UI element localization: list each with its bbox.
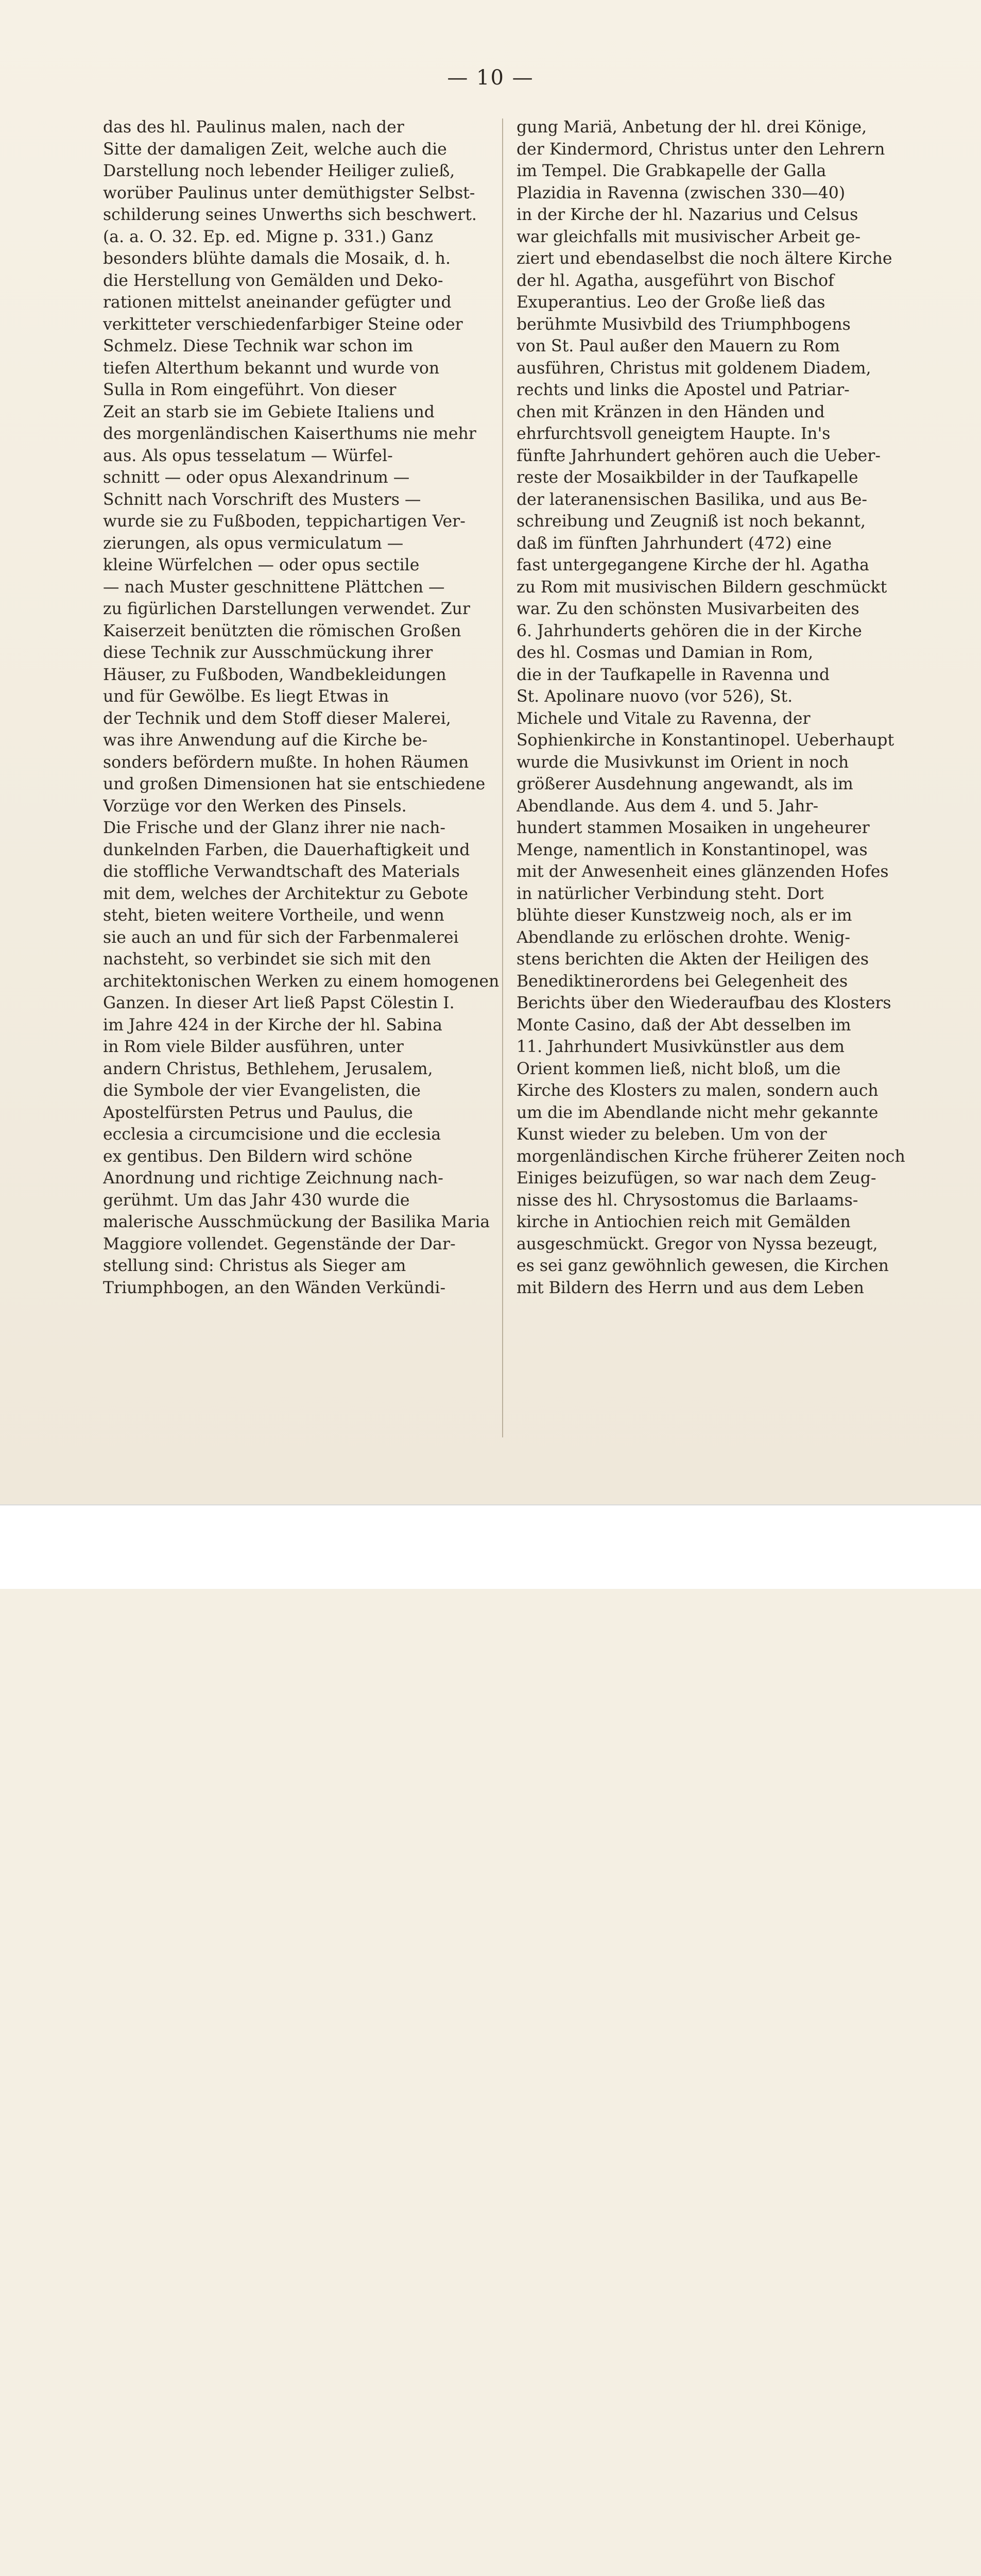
- text-line: Michele und Vitale zu Ravenna, der: [517, 709, 811, 728]
- text-line: wurde sie zu Fußboden, teppichartigen Ver-: [103, 512, 466, 531]
- text-line: es sei ganz gewöhnlich gewesen, die Kirchen: [517, 1257, 889, 1275]
- text-line: sie auch an und für sich der Farbenmalerei: [103, 928, 459, 947]
- text-line: 6. Jahrhunderts gehören die in der Kirche: [517, 621, 862, 640]
- text-line: St. Apolinare nuovo (vor 526), St.: [517, 687, 793, 706]
- text-line: der Technik und dem Stoff dieser Malerei,: [103, 709, 451, 728]
- text-line: Schmelz. Diese Technik war schon im: [103, 337, 414, 355]
- text-line: ehrfurchtsvoll geneigtem Haupte. In's: [517, 425, 831, 443]
- text-line: schilderung seines Unwerths sich beschwert.: [103, 206, 477, 224]
- text-line: ausgeschmückt. Gregor von Nyssa bezeugt,: [517, 1234, 878, 1253]
- text-line: verkitteter verschiedenfarbiger Steine oder: [103, 315, 463, 334]
- text-line: Kirche des Klosters zu malen, sondern auch: [517, 1081, 879, 1100]
- text-line: Abendlande. Aus dem 4. und 5. Jahr-: [517, 796, 819, 816]
- text-line: Kunst wieder zu beleben. Um von der: [517, 1125, 827, 1144]
- text-line: tiefen Alterthum bekannt und wurde von: [103, 359, 440, 378]
- text-line: der lateranensischen Basilika, und aus Be-: [517, 490, 868, 509]
- text-line: größerer Ausdehnung angewandt, als im: [517, 775, 853, 793]
- text-line: der Kindermord, Christus unter den Lehrern: [517, 140, 885, 159]
- text-line: Die Frische und der Glanz ihrer nie nach-: [103, 819, 446, 837]
- text-line: Benediktinerordens bei Gelegenheit des: [517, 972, 848, 991]
- column-divider: [502, 118, 503, 1437]
- text-line: des morgenländischen Kaiserthums nie mehr: [103, 425, 476, 443]
- text-line: zierungen, als opus vermiculatum —: [103, 534, 404, 553]
- text-line: das des hl. Paulinus malen, nach der: [103, 118, 404, 137]
- text-line: kleine Würfelchen — oder opus sectile: [103, 556, 420, 574]
- text-line: reste der Mosaikbilder in der Taufkapelle: [517, 468, 858, 487]
- text-line: chen mit Kränzen in den Händen und: [517, 402, 825, 421]
- text-line: schnitt — oder opus Alexandrinum —: [103, 468, 410, 487]
- text-line: zu Rom mit musivischen Bildern geschmückt: [517, 578, 887, 597]
- text-line: andern Christus, Bethlehem, Jerusalem,: [103, 1059, 433, 1078]
- text-line: war gleichfalls mit musivischer Arbeit ge-: [517, 227, 860, 246]
- text-line: die stoffliche Verwandtschaft des Materials: [103, 862, 460, 881]
- text-line: besonders blühte damals die Mosaik, d. h.: [103, 249, 451, 268]
- text-line: (a. a. O. 32. Ep. ed. Migne p. 331.) Ganz: [103, 227, 433, 246]
- text-line: der hl. Agatha, ausgeführt von Bischof: [517, 271, 834, 290]
- text-line: Vorzüge vor den Werken des Pinsels.: [103, 796, 407, 816]
- text-line: dunkelnden Farben, die Dauerhaftigkeit und: [103, 840, 470, 859]
- text-column-left: [103, 116, 500, 1299]
- text-line: morgenländischen Kirche früherer Zeiten noch: [517, 1147, 905, 1166]
- text-line: sonders befördern mußte. In hohen Räumen: [103, 753, 469, 772]
- text-line: im Jahre 424 in der Kirche der hl. Sabina: [103, 1015, 442, 1035]
- text-line: architektonischen Werken zu einem homogenen: [103, 972, 500, 991]
- text-line: malerische Ausschmückung der Basilika Maria: [103, 1213, 490, 1231]
- text-line: Exuperantius. Leo der Große ließ das: [517, 293, 825, 312]
- text-line: rationen mittelst aneinander gefügter und: [103, 293, 452, 312]
- text-line: die Symbole der vier Evangelisten, die: [103, 1081, 421, 1100]
- text-line: fast untergegangene Kirche der hl. Agatha: [517, 556, 869, 574]
- text-line: zu figürlichen Darstellungen verwendet. Zur: [103, 600, 470, 618]
- text-line: Sitte der damaligen Zeit, welche auch die: [103, 140, 447, 159]
- text-line: Apostelfürsten Petrus und Paulus, die: [103, 1103, 413, 1122]
- text-line: in natürlicher Verbindung steht. Dort: [517, 884, 824, 903]
- text-line: des hl. Cosmas und Damian in Rom,: [517, 643, 814, 662]
- text-line: Maggiore vollendet. Gegenstände der Dar-: [103, 1234, 456, 1253]
- text-line: Plazidia in Ravenna (zwischen 330—40): [517, 183, 846, 202]
- text-line: schreibung und Zeugniß ist noch bekannt,: [517, 512, 866, 531]
- text-line: daß im fünften Jahrhundert (472) eine: [517, 534, 832, 553]
- text-column-right: [517, 116, 913, 1299]
- text-line: mit dem, welches der Architektur zu Gebote: [103, 884, 468, 903]
- text-line: Abendlande zu erlöschen drohte. Wenig-: [517, 928, 851, 947]
- text-line: Sulla in Rom eingeführt. Von dieser: [103, 381, 397, 399]
- text-line: Triumphbogen, an den Wänden Verkündi-: [103, 1278, 446, 1297]
- text-line: ex gentibus. Den Bildern wird schöne: [103, 1147, 412, 1166]
- text-line: blühte dieser Kunstzweig noch, als er im: [517, 906, 852, 925]
- text-line: Berichts über den Wiederaufbau des Klosters: [517, 994, 891, 1012]
- text-line: in Rom viele Bilder ausführen, unter: [103, 1038, 404, 1056]
- text-line: um die im Abendlande nicht mehr gekannte: [517, 1103, 879, 1122]
- text-line: stellung sind: Christus als Sieger am: [103, 1257, 406, 1275]
- text-line: von St. Paul außer den Mauern zu Rom: [517, 337, 840, 355]
- text-line: was ihre Anwendung auf die Kirche be-: [103, 731, 428, 750]
- text-line: Anordnung und richtige Zeichnung nach-: [103, 1169, 443, 1188]
- text-line: Schnitt nach Vorschrift des Musters —: [103, 490, 421, 509]
- text-line: mit Bildern des Herrn und aus dem Leben: [517, 1278, 864, 1297]
- text-line: und großen Dimensionen hat sie entschiedene: [103, 775, 486, 793]
- text-line: stens berichten die Akten der Heiligen des: [517, 950, 869, 969]
- text-line: rechts und links die Apostel und Patriar-: [517, 381, 850, 399]
- text-line: berühmte Musivbild des Triumphbogens: [517, 315, 851, 334]
- text-line: im Tempel. Die Grabkapelle der Galla: [517, 162, 827, 180]
- text-line: in der Kirche der hl. Nazarius und Celsus: [517, 206, 858, 224]
- text-line: ziert und ebendaselbst die noch ältere Kirche: [517, 249, 892, 268]
- text-line: Ganzen. In dieser Art ließ Papst Cölestin I.: [103, 994, 455, 1012]
- text-line: diese Technik zur Ausschmückung ihrer: [103, 643, 433, 662]
- text-line: Monte Casino, daß der Abt desselben im: [517, 1015, 851, 1035]
- text-line: ecclesia a circumcisione und die ecclesia: [103, 1125, 441, 1144]
- text-line: worüber Paulinus unter demüthigster Selbst-: [103, 183, 475, 202]
- text-line: Darstellung noch lebender Heiliger zuließ,: [103, 162, 455, 180]
- page-number: — 10 —: [447, 66, 534, 90]
- text-line: Häuser, zu Fußboden, Wandbekleidungen: [103, 665, 446, 684]
- text-line: und für Gewölbe. Es liegt Etwas in: [103, 687, 389, 706]
- text-line: Menge, namentlich in Konstantinopel, was: [517, 840, 868, 859]
- text-line: die in der Taufkapelle in Ravenna und: [517, 665, 830, 684]
- text-line: Zeit an starb sie im Gebiete Italiens und: [103, 402, 435, 421]
- text-line: mit der Anwesenheit eines glänzenden Hofes: [517, 862, 889, 881]
- text-line: Kaiserzeit benützten die römischen Großen: [103, 621, 461, 640]
- text-line: gerühmt. Um das Jahr 430 wurde die: [103, 1191, 410, 1210]
- text-line: aus. Als opus tesselatum — Würfel-: [103, 446, 393, 465]
- text-line: war. Zu den schönsten Musivarbeiten des: [517, 600, 859, 618]
- text-line: die Herstellung von Gemälden und Deko-: [103, 271, 443, 290]
- library-footer: [0, 1504, 981, 1589]
- text-line: hundert stammen Mosaiken in ungeheurer: [517, 819, 870, 837]
- text-line: kirche in Antiochien reich mit Gemälden: [517, 1213, 851, 1231]
- text-line: wurde die Musivkunst im Orient in noch: [517, 753, 849, 772]
- text-line: 11. Jahrhundert Musivkünstler aus dem: [517, 1038, 845, 1056]
- text-line: — nach Muster geschnittene Plättchen —: [103, 578, 445, 597]
- text-line: nachsteht, so verbindet sie sich mit den: [103, 950, 431, 969]
- text-line: Einiges beizufügen, so war nach dem Zeug-: [517, 1169, 876, 1188]
- text-line: ausführen, Christus mit goldenem Diadem,: [517, 359, 871, 378]
- text-line: fünfte Jahrhundert gehören auch die Ueber-: [517, 446, 881, 465]
- text-line: nisse des hl. Chrysostomus die Barlaams-: [517, 1191, 858, 1210]
- text-line: Sophienkirche in Konstantinopel. Ueberhaupt: [517, 731, 894, 750]
- text-line: steht, bieten weitere Vortheile, und wenn: [103, 906, 444, 925]
- text-line: Orient kommen ließ, nicht bloß, um die: [517, 1059, 841, 1078]
- text-line: gung Mariä, Anbetung der hl. drei Könige,: [517, 118, 867, 137]
